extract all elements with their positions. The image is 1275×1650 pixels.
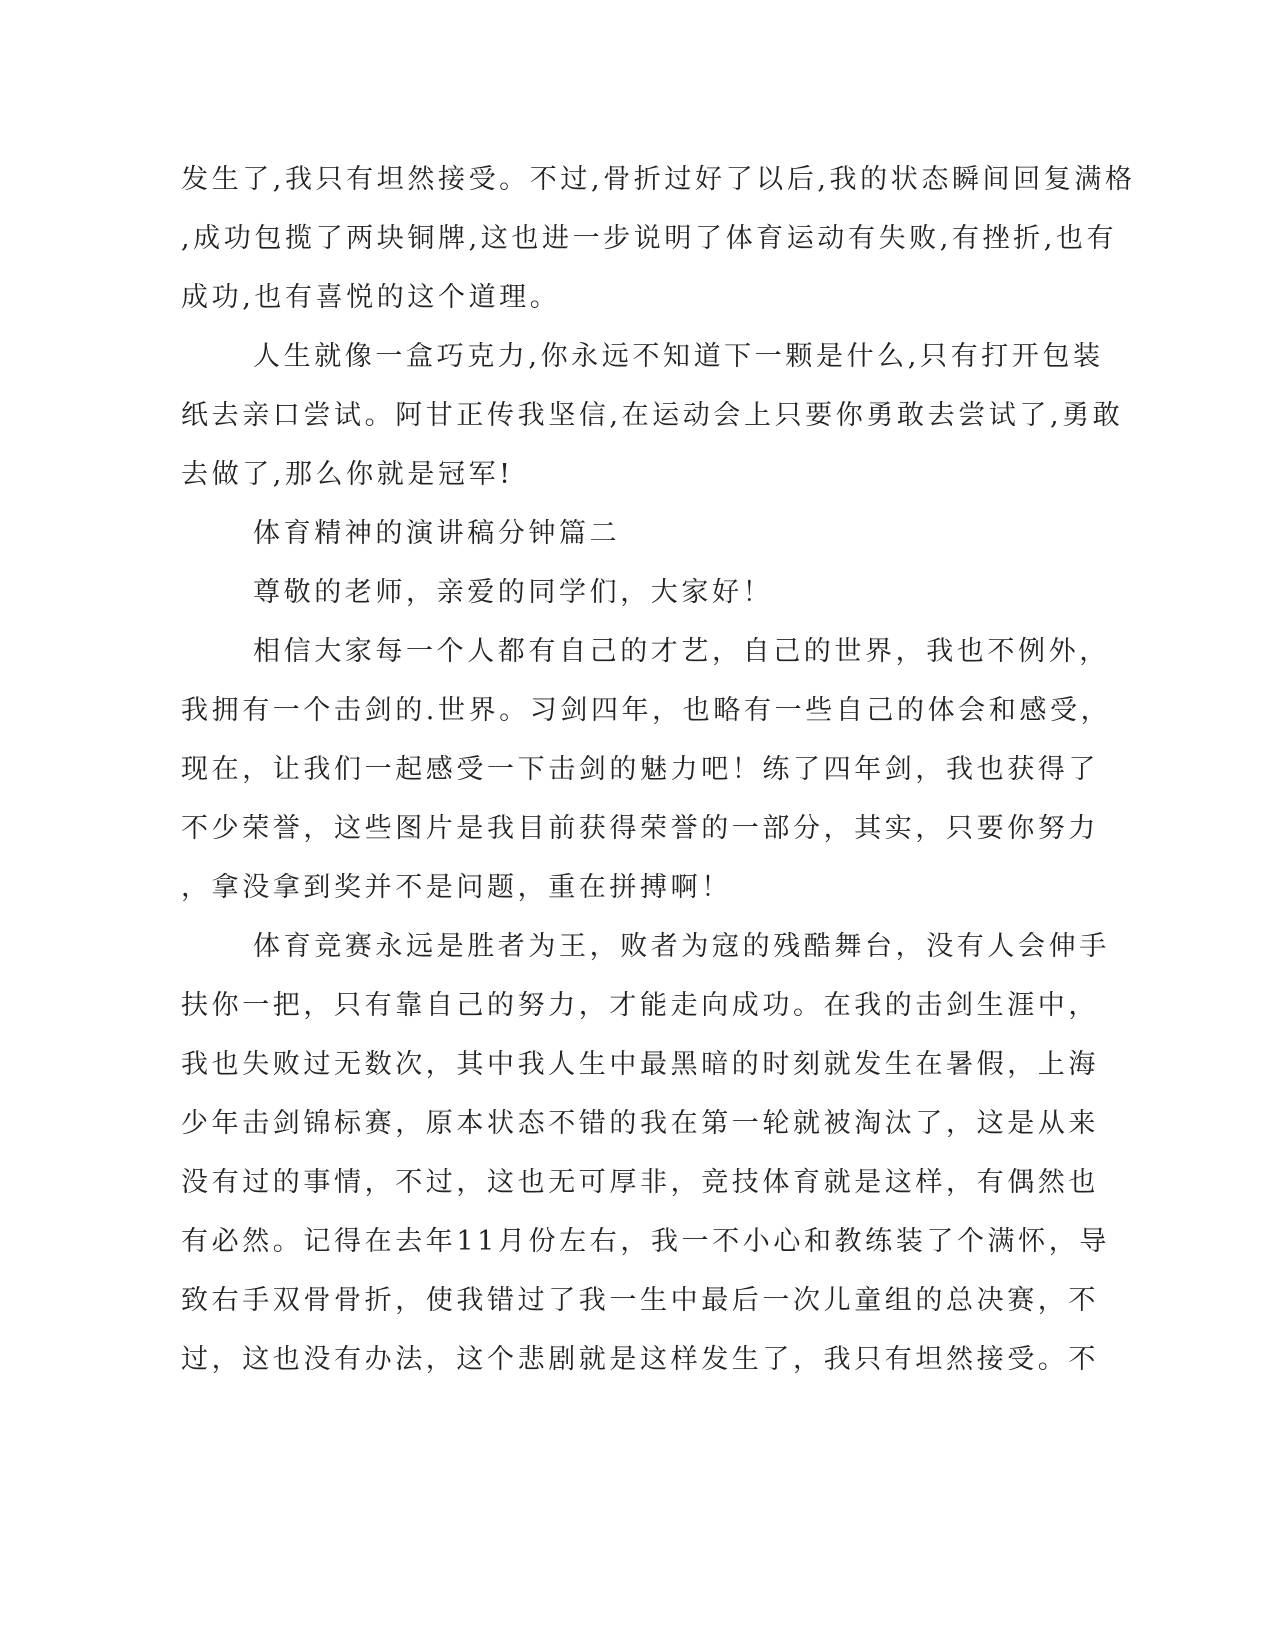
paragraph-first-line: 人生就像一盒巧克力,你永远不知道下一颗是什么,只有打开包装: [253, 341, 1104, 372]
text-line: 扶你一把，只有靠自己的努力，才能走向成功。在我的击剑生涯中，: [181, 990, 1099, 1021]
text-line: 过，这也没有办法，这个悲剧就是这样发生了，我只有坦然接受。不: [181, 1344, 1099, 1375]
text-line: 没有过的事情，不过，这也无可厚非，竞技体育就是这样，有偶然也: [181, 1167, 1099, 1198]
greeting-line: 尊敬的老师，亲爱的同学们，大家好！: [253, 577, 774, 608]
text-line: 有必然。记得在去年11月份左右，我一不小心和教练装了个满怀，导: [181, 1226, 1110, 1257]
text-line: ,成功包揽了两块铜牌,这也进一步说明了体育运动有失败,有挫折,也有: [181, 223, 1118, 254]
section-heading: 体育精神的演讲稿分钟篇二: [253, 518, 621, 549]
text-line: ，拿没拿到奖并不是问题，重在拼搏啊！: [181, 872, 732, 903]
text-line: 少年击剑锦标赛，原本状态不错的我在第一轮就被淘汰了，这是从来: [181, 1108, 1099, 1139]
paragraph-first-line: 相信大家每一个人都有自己的才艺，自己的世界，我也不例外，: [253, 636, 1110, 667]
text-line: 我拥有一个击剑的.世界。习剑四年，也略有一些自己的体会和感受，: [181, 695, 1112, 726]
text-line: 现在，让我们一起感受一下击剑的魅力吧！练了四年剑，我也获得了: [181, 754, 1099, 785]
text-line: 纸去亲口尝试。阿甘正传我坚信,在运动会上只要你勇敢去尝试了,勇敢: [181, 400, 1124, 431]
text-line: 成功,也有喜悦的这个道理。: [181, 282, 561, 313]
text-line: 我也失败过无数次，其中我人生中最黑暗的时刻就发生在暑假，上海: [181, 1049, 1099, 1080]
text-line: 去做了,那么你就是冠军!: [181, 459, 514, 490]
text-line: 不少荣誉，这些图片是我目前获得荣誉的一部分，其实，只要你努力: [181, 813, 1099, 844]
paragraph-first-line: 体育竞赛永远是胜者为王，败者为寇的残酷舞台，没有人会伸手: [253, 931, 1110, 962]
text-line: 致右手双骨骨折，使我错过了我一生中最后一次儿童组的总决赛，不: [181, 1285, 1099, 1316]
text-line: 发生了,我只有坦然接受。不过,骨折过好了以后,我的状态瞬间回复满格: [181, 164, 1136, 195]
